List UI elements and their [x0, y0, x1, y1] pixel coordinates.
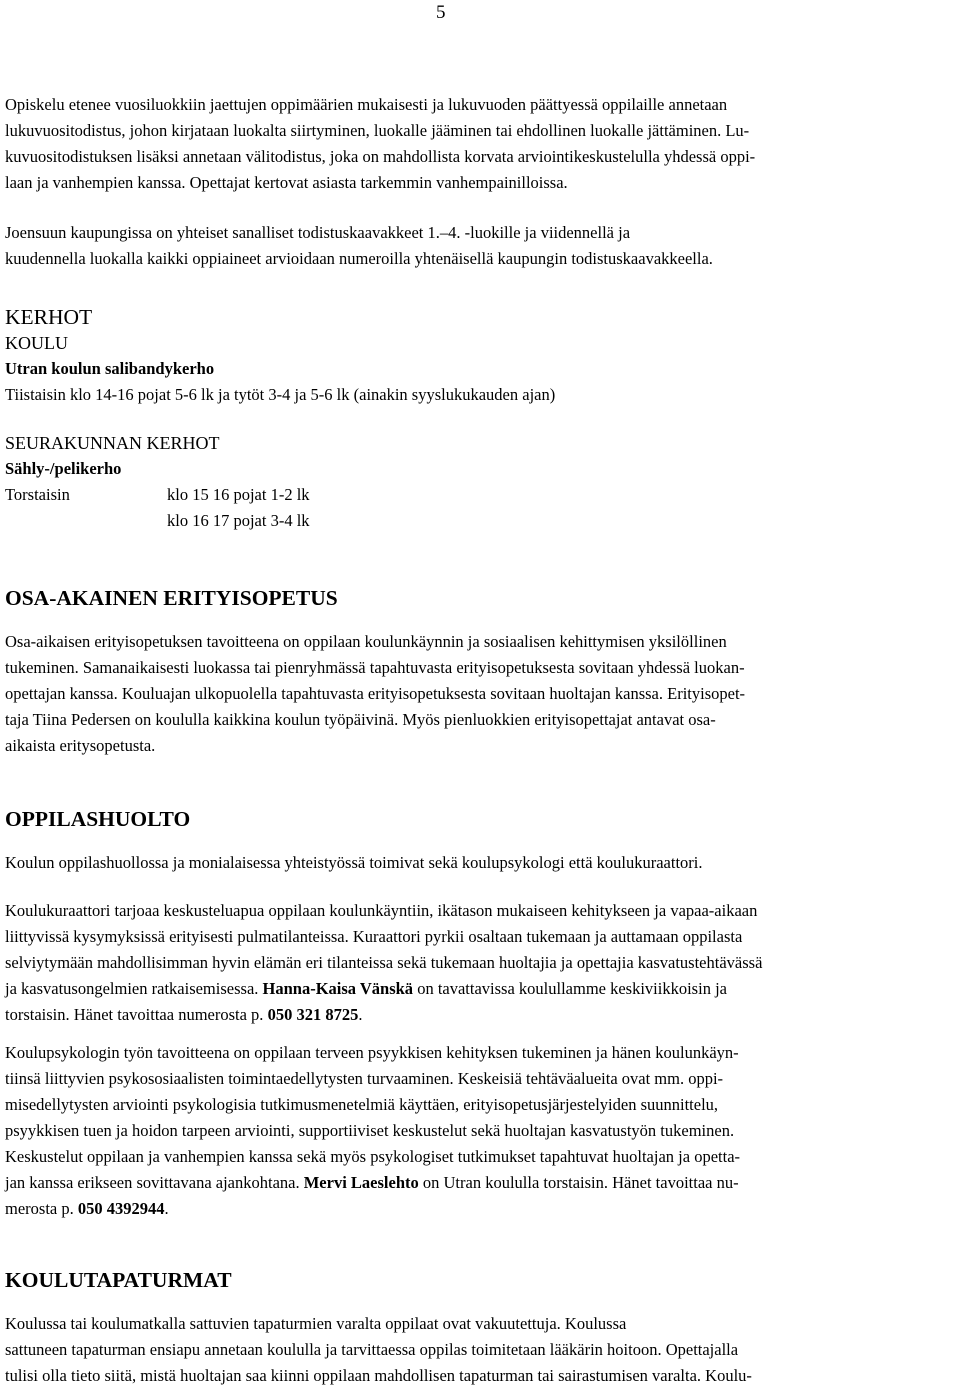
- text-line: tiinsä liittyvien psykososiaalisten toimintaedellytysten turvaaminen. Keskeisiä tehtäväalueita ovat mm. oppi-: [5, 1069, 724, 1088]
- text-fragment: jan kanssa erikseen sovittavana ajankohtana.: [5, 1173, 304, 1192]
- koulutapaturmat-paragraph: [5, 1311, 955, 1389]
- text-fragment: ja kasvatusongelmien ratkaisemisessa.: [5, 979, 263, 998]
- schedule-row: [5, 508, 955, 534]
- erityisopetus-paragraph: [5, 629, 955, 759]
- text-line: liittyvissä kysymyksissä erityisesti pulmatilanteissa. Kuraattori pyrkii osaltaan tukemaan ja auttamaan oppilasta: [5, 927, 743, 946]
- text-line: selviytymään mahdollisimman hyvin elämän eri tilanteissa sekä tukemaan huoltajia ja opettajia kasvatustehtävässä: [5, 953, 763, 972]
- schedule-time: klo 16 17 pojat 3-4 lk: [167, 511, 310, 530]
- section-kerhot: [5, 304, 955, 408]
- oppilashuolto-paragraph-1: [5, 850, 955, 876]
- section-heading-kerhot: KERHOT: [5, 305, 93, 329]
- text-line: Koulupsykologin työn tavoitteena on oppilaan terveen psyykkisen kehityksen tukeminen ja hänen koulunkäyn-: [5, 1043, 739, 1062]
- text-line: Koulussa tai koulumatkalla sattuvien tapaturmien varalta oppilaat ovat vakuutettuja. Koulussa: [5, 1314, 627, 1333]
- text-line: sattuneen tapaturman ensiapu annetaan koululla ja tarvittaessa oppilas toimitetaan lääkärin hoitoon. Opettajalla: [5, 1340, 739, 1359]
- club-name-salibandy: Utran koulun salibandykerho: [5, 359, 215, 378]
- text-fragment: .: [358, 1005, 363, 1024]
- subheading-koulu: KOULU: [5, 333, 68, 353]
- text-fragment: merosta p.: [5, 1199, 78, 1218]
- text-line: Osa-aikaisen erityisopetuksen tavoitteena on oppilaan koulunkäynnin ja sosiaalisen kehittymisen yksilöllinen: [5, 632, 727, 651]
- oppilashuolto-paragraph-3: [5, 1040, 955, 1222]
- section-heading-erityisopetus: OSA-AKAINEN ERITYISOPETUS: [5, 586, 338, 610]
- psykologi-name: Mervi Laeslehto: [303, 1173, 419, 1192]
- schedule-time: klo 15 16 pojat 1-2 lk: [167, 485, 310, 504]
- kuraattori-name: Hanna-Kaisa Vänskä: [262, 979, 414, 998]
- text-line: misedellytysten arviointi psykologisia tutkimusmenetelmiä käyttäen, erityisopetusjärjestelyiden suunnittelu,: [5, 1095, 719, 1114]
- text-line: tukeminen. Samanaikaisesti luokassa tai pienryhmässä tapahtuvasta erityisopetuksesta sovitaan yhdessä luokan-: [5, 658, 745, 677]
- schedule-day-empty: [5, 508, 167, 534]
- schedule-day: Torstaisin: [5, 485, 70, 504]
- page-number: 5: [436, 2, 446, 23]
- text-line: Koulukuraattori tarjoaa keskusteluapua oppilaan koulunkäyntiin, ikätason mukaiseen kehitykseen ja vapaa-aikaan: [5, 901, 758, 920]
- club-name-sahly: Sähly-/pelikerho: [5, 459, 122, 478]
- section-erityisopetus: [5, 585, 955, 611]
- text-line: psyykkisen tuen ja hoidon tarpeen arviointi, supportiiviset keskustelut sekä huoltajan kasvatustyön tukeminen.: [5, 1121, 735, 1140]
- text-line: opettajan kanssa. Kouluajan ulkopuolella tapahtuvasta erityisopetuksesta sovitaan huoltajan kanssa. Erityisopet-: [5, 684, 746, 703]
- schedule-row: [5, 482, 955, 508]
- oppilashuolto-paragraph-2: [5, 898, 955, 1028]
- text-fragment: on tavattavissa koulullamme keskiviikkoisin ja: [413, 979, 727, 998]
- kuraattori-phone: 050 321 8725: [267, 1005, 359, 1024]
- text-line: taja Tiina Pedersen on koululla kaikkina koulun työpäivinä. Myös pienluokkien erityisopettajat antavat osa-: [5, 710, 716, 729]
- subheading-seurakunnan-kerhot: SEURAKUNNAN KERHOT: [5, 433, 220, 453]
- text-line: Opiskelu etenee vuosiluokkiin jaettujen oppimäärien mukaisesti ja lukuvuoden päättyessä oppilaille annetaan: [5, 95, 728, 114]
- text-line: Koulun oppilashuollossa ja monialaisessa yhteistyössä toimivat sekä koulupsykologi että koulukuraattori.: [5, 853, 703, 872]
- psykologi-phone: 050 4392944: [77, 1199, 165, 1218]
- text-fragment: .: [164, 1199, 169, 1218]
- section-oppilashuolto: [5, 806, 955, 832]
- text-line: Keskustelut oppilaan ja vanhempien kanssa sekä myös psykologiset tutkimukset tapahtuvat huoltajan ja opetta-: [5, 1147, 741, 1166]
- text-line: Joensuun kaupungissa on yhteiset sanalliset todistuskaavakkeet 1.–4. -luokille ja viidennellä ja: [5, 223, 631, 242]
- text-line: lukuvuositodistus, johon kirjataan luokalta siirtyminen, luokalle jääminen tai ehdollinen luokalle jättäminen. Lu-: [5, 121, 750, 140]
- section-heading-oppilashuolto: OPPILASHUOLTO: [5, 807, 191, 831]
- text-line: kuudennella luokalla kaikki oppiaineet arvioidaan numeroilla yhtenäisellä kaupungin todistuskaavakkeella.: [5, 249, 713, 268]
- section-koulutapaturmat: [5, 1267, 955, 1293]
- text-line: [5, 976, 955, 1002]
- text-fragment: on Utran koululla torstaisin. Hänet tavoittaa nu-: [418, 1173, 739, 1192]
- text-line: [5, 1170, 955, 1196]
- text-line: laan ja vanhempien kanssa. Opettajat kertovat asiasta tarkemmin vanhempainilloissa.: [5, 173, 568, 192]
- club-time-salibandy: Tiistaisin klo 14-16 pojat 5-6 lk ja tytöt 3-4 ja 5-6 lk (ainakin syyslukukauden ajan): [5, 385, 556, 404]
- section-heading-koulutapaturmat: KOULUTAPATURMAT: [5, 1268, 232, 1292]
- text-line: tulisi olla tieto siitä, mistä huoltajan saa kiinni oppilaan mahdollisen tapaturman tai sairastumisen varalta. Koulu-: [5, 1366, 752, 1385]
- text-line: [5, 1196, 955, 1222]
- text-line: [5, 1002, 955, 1028]
- intro-paragraph-1: [5, 92, 955, 196]
- text-line: kuvuositodistuksen lisäksi annetaan välitodistus, joka on mahdollista korvata arviointikeskustelulla yhdessä oppi-: [5, 147, 756, 166]
- intro-paragraph-2: [5, 220, 955, 272]
- text-fragment: torstaisin. Hänet tavoittaa numerosta p.: [5, 1005, 268, 1024]
- section-seurakunnan-kerhot: [5, 430, 955, 534]
- text-line: aikaista eritysopetusta.: [5, 736, 156, 755]
